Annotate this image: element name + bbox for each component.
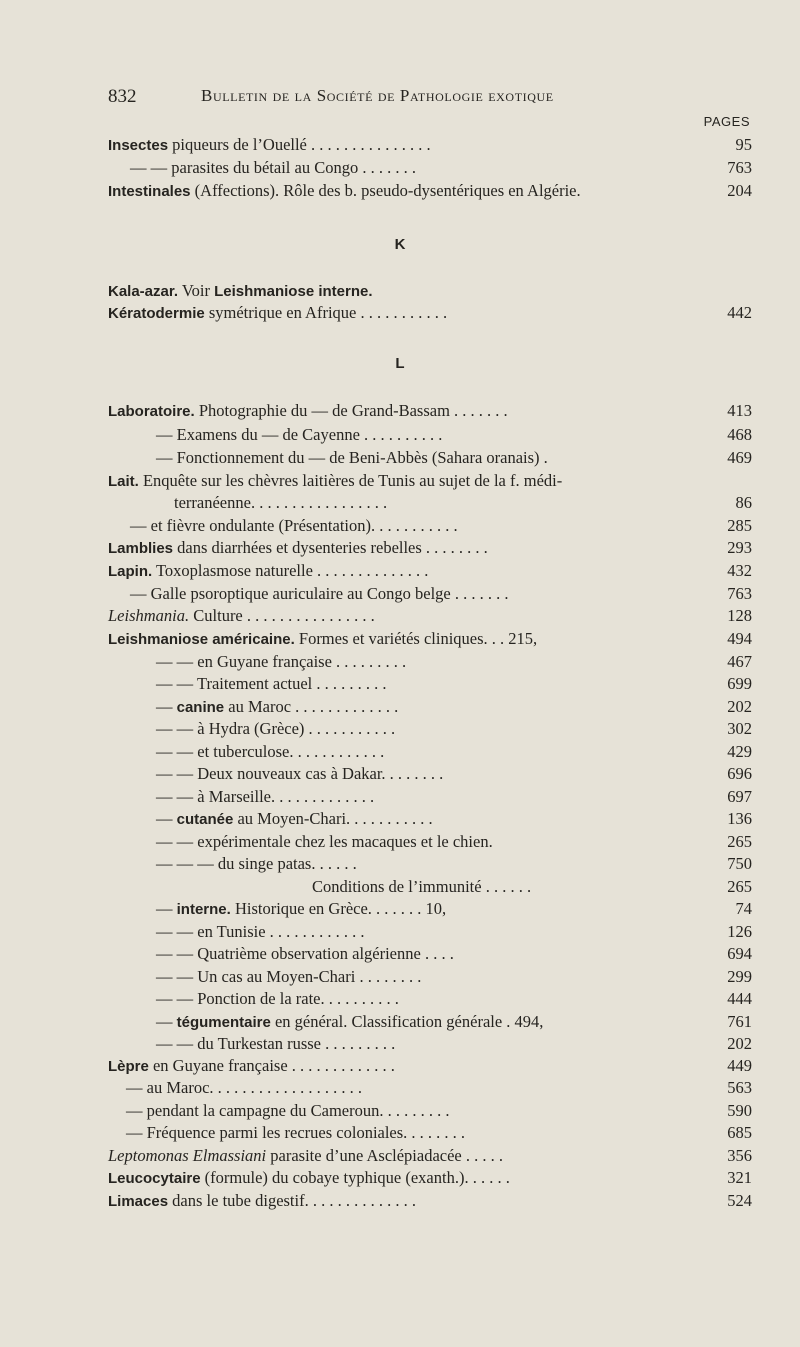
entry-page-number: 469	[727, 448, 752, 467]
entry-part: — Fonctionnement du — de Beni-Abbès (Sahara oranais) .	[156, 448, 548, 467]
entry-text	[108, 1145, 503, 1167]
entry-page-number: 356	[727, 1146, 752, 1165]
entry-text	[108, 1190, 416, 1213]
entry-text	[108, 470, 562, 493]
entry-page-number: 429	[727, 742, 752, 761]
index-entry	[108, 447, 752, 469]
entry-text	[108, 537, 488, 560]
entry-page-number: 468	[727, 425, 752, 444]
index-entry	[108, 741, 752, 763]
entry-keyword: Leucocytaire	[108, 1170, 201, 1187]
running-title: Bulletin de la Société de Pathologie exotique	[201, 86, 554, 105]
index-entry	[108, 651, 752, 673]
entry-part: — et fièvre ondulante (Présentation). . . . . . . . . . .	[130, 516, 458, 535]
entry-part: — — Quatrième observation algérienne . . . .	[156, 944, 454, 963]
index-entry	[108, 1122, 752, 1144]
index-entry	[108, 1055, 752, 1077]
index-entry	[108, 988, 752, 1010]
index-entry	[108, 180, 752, 202]
entry-part: — pendant la campagne du Cameroun. . . . . . . . .	[126, 1101, 450, 1120]
entry-text	[108, 966, 421, 988]
entry-text	[108, 447, 548, 469]
entry-part: —	[156, 809, 177, 828]
index-entry	[108, 157, 752, 179]
entry-page-number: 494	[727, 629, 752, 648]
entry-page-number: 293	[727, 538, 752, 557]
entry-page-number: 449	[727, 1056, 752, 1075]
entry-keyword: Lait.	[108, 473, 139, 490]
entry-text	[108, 808, 433, 831]
entry-keyword: cutanée	[176, 811, 234, 828]
entry-part: en général. Classification générale . 494,	[270, 1012, 544, 1031]
entry-keyword: canine	[176, 699, 225, 716]
entry-italic: Leishmania.	[108, 606, 190, 625]
entry-text	[108, 898, 446, 921]
entry-page-number: 265	[727, 877, 752, 896]
entry-keyword: Limaces	[108, 1193, 169, 1210]
entry-text	[108, 492, 387, 514]
entry-text	[108, 628, 537, 651]
entry-text	[108, 831, 493, 853]
entry-part: parasite d’une Asclépiadacée . . . . .	[266, 1146, 503, 1165]
entry-page-number: 442	[727, 303, 752, 322]
index-entry	[108, 560, 752, 582]
entry-part: Conditions de l’immunité . . . . . .	[312, 877, 532, 896]
entry-part: — Fréquence parmi les recrues coloniales. . . . . . . .	[126, 1123, 466, 1142]
section-letter-k: K	[394, 236, 406, 253]
index-entry	[108, 400, 752, 422]
index-entry	[108, 1011, 752, 1033]
index-entry	[108, 763, 752, 785]
entry-part: —	[156, 899, 177, 918]
entry-part: terranéenne. . . . . . . . . . . . . . . . .	[174, 493, 388, 512]
entry-page-number: 761	[727, 1012, 752, 1031]
entry-part: en Guyane française . . . . . . . . . . . . .	[148, 1056, 395, 1075]
entry-text	[108, 673, 387, 695]
entry-text	[108, 988, 399, 1010]
entry-text	[108, 583, 509, 605]
index-entry	[108, 786, 752, 808]
entry-page-number: 694	[727, 944, 752, 963]
entry-page-number: 467	[727, 652, 752, 671]
entry-page-number: 299	[727, 967, 752, 986]
entry-page-number: 750	[727, 854, 752, 873]
entry-text	[108, 134, 431, 157]
entry-page-number: 699	[727, 674, 752, 693]
entry-text	[108, 1122, 465, 1144]
entry-part: (Affections). Rôle des b. pseudo-dysentériques en Algérie.	[190, 181, 581, 200]
entry-page-number: 413	[727, 401, 752, 420]
index-entry	[108, 605, 752, 627]
entry-part: — — du Turkestan russe . . . . . . . . .	[156, 1034, 396, 1053]
entry-part: — — Traitement actuel . . . . . . . . .	[156, 674, 387, 693]
index-entry	[108, 470, 752, 492]
entry-text	[108, 424, 442, 446]
index-entry	[108, 876, 752, 898]
index-entry	[108, 515, 752, 537]
entry-page-number: 590	[727, 1101, 752, 1120]
entry-page-number: 302	[727, 719, 752, 738]
index-entry	[108, 1145, 752, 1167]
index-entry	[108, 831, 752, 853]
index-entry	[108, 302, 752, 324]
entry-keyword: Kératodermie	[108, 305, 205, 322]
entry-page-number: 285	[727, 516, 752, 535]
entry-keyword: Insectes	[108, 137, 169, 154]
entry-part: — au Maroc. . . . . . . . . . . . . . . . . . .	[126, 1078, 363, 1097]
entry-part: — Examens du — de Cayenne . . . . . . . . . .	[156, 425, 443, 444]
index-entry	[108, 943, 752, 965]
entry-part: — — en Guyane française . . . . . . . . .	[156, 652, 407, 671]
pages-column-label: PAGES	[703, 114, 750, 129]
entry-page-number: 136	[727, 809, 752, 828]
entry-part: au Maroc . . . . . . . . . . . . .	[224, 697, 399, 716]
entry-part: piqueurs de l’Ouellé . . . . . . . . . . . . . . .	[168, 135, 431, 154]
entry-text	[108, 400, 508, 423]
entry-part: — — à Hydra (Grèce) . . . . . . . . . . .	[156, 719, 396, 738]
entry-page-number: 763	[727, 158, 752, 177]
entry-text	[108, 1011, 543, 1034]
entry-part: Toxoplasmose naturelle . . . . . . . . . . . . . .	[152, 561, 429, 580]
entry-page-number: 128	[727, 606, 752, 625]
entry-part: — — parasites du bétail au Congo . . . . . . .	[130, 158, 416, 177]
index-entry	[108, 1100, 752, 1122]
entry-part: —	[156, 1012, 177, 1031]
entry-part: — Galle psoroptique auriculaire au Congo belge . . . . . . .	[130, 584, 509, 603]
entry-part: Historique en Grèce. . . . . . . 10,	[230, 899, 447, 918]
entry-keyword: Leishmaniose américaine.	[108, 631, 295, 648]
index-entry	[108, 1190, 752, 1212]
index-entry	[108, 537, 752, 559]
index-entry	[108, 966, 752, 988]
entry-part: — — Ponction de la rate. . . . . . . . . .	[156, 989, 399, 1008]
entry-text	[108, 853, 357, 875]
entry-text	[108, 1100, 450, 1122]
entry-page-number: 74	[735, 899, 752, 918]
entry-keyword: tégumentaire	[176, 1014, 271, 1031]
entry-text	[108, 1077, 362, 1099]
entry-text	[108, 180, 581, 203]
entry-page-number: 265	[727, 832, 752, 851]
entry-text	[108, 560, 428, 583]
entry-text	[108, 651, 406, 673]
entry-page-number: 86	[735, 493, 752, 512]
entry-page-number: 126	[727, 922, 752, 941]
entry-part: symétrique en Afrique . . . . . . . . . . .	[204, 303, 448, 322]
entry-keyword: Lamblies	[108, 540, 174, 557]
index-entry	[108, 280, 752, 302]
index-entry	[108, 1167, 752, 1189]
entry-text	[108, 696, 398, 719]
index-entry	[108, 1033, 752, 1055]
entry-text	[108, 605, 375, 627]
entry-part: — — en Tunisie . . . . . . . . . . . .	[156, 922, 365, 941]
entry-page-number: 685	[727, 1123, 752, 1142]
entry-text	[108, 302, 447, 325]
index-entry	[108, 898, 752, 920]
entry-text	[108, 763, 443, 785]
entry-page-number: 524	[727, 1191, 752, 1210]
entry-page-number: 697	[727, 787, 752, 806]
entry-text	[108, 1033, 395, 1055]
entry-page-number: 432	[727, 561, 752, 580]
entry-keyword: Laboratoire.	[108, 403, 195, 420]
index-entry	[108, 424, 752, 446]
entry-part: — — — du singe patas. . . . . .	[156, 854, 357, 873]
entry-text	[108, 921, 365, 943]
entry-part: — — et tuberculose. . . . . . . . . . . .	[156, 742, 385, 761]
index-entry	[108, 921, 752, 943]
entry-part: Enquête sur les chèvres laitières de Tunis au sujet de la f. médi-	[138, 471, 563, 490]
index-entry	[108, 1077, 752, 1099]
section-letter-l: L	[395, 355, 405, 372]
index-entry	[108, 583, 752, 605]
entry-text	[108, 515, 458, 537]
page-number: 832	[108, 86, 137, 107]
entry-text	[108, 943, 454, 965]
entry-keyword: Lapin.	[108, 563, 153, 580]
entry-part: Voir	[178, 281, 215, 300]
entry-text	[108, 876, 531, 898]
entry-text	[108, 280, 373, 303]
entry-keyword: Kala-azar.	[108, 283, 179, 300]
entry-text	[108, 786, 374, 808]
entry-text	[108, 1055, 395, 1078]
entry-page-number: 204	[727, 181, 752, 200]
entry-page-number: 563	[727, 1078, 752, 1097]
entry-part: dans diarrhées et dysenteries rebelles . . . . . . . .	[173, 538, 488, 557]
index-entry	[108, 718, 752, 740]
entry-text	[108, 1167, 510, 1190]
entry-part: — — expérimentale chez les macaques et le chien.	[156, 832, 493, 851]
entry-part: — — Deux nouveaux cas à Dakar. . . . . . . .	[156, 764, 444, 783]
entry-keyword: Intestinales	[108, 183, 191, 200]
entry-keyword: interne.	[176, 901, 231, 918]
entry-text	[108, 741, 384, 763]
index-entry	[108, 673, 752, 695]
index-entry	[108, 696, 752, 718]
entry-part: —	[156, 697, 177, 716]
entry-keyword: Lèpre	[108, 1058, 149, 1075]
entry-page-number: 321	[727, 1168, 752, 1187]
entry-part: au Moyen-Chari. . . . . . . . . . .	[233, 809, 433, 828]
page-header	[108, 86, 758, 114]
entry-text	[108, 157, 416, 179]
index-entry	[108, 492, 752, 514]
entry-text	[108, 718, 395, 740]
entry-part: — — Un cas au Moyen-Chari . . . . . . . .	[156, 967, 422, 986]
entry-page-number: 95	[735, 135, 752, 154]
entry-page-number: 696	[727, 764, 752, 783]
entry-italic: Leptomonas Elmassiani	[108, 1146, 267, 1165]
entry-part: dans le tube digestif. . . . . . . . . . . . . .	[168, 1191, 416, 1210]
entry-part: Formes et variétés cliniques. . . 215,	[294, 629, 538, 648]
entry-page-number: 763	[727, 584, 752, 603]
entry-keyword: Leishmaniose interne.	[214, 283, 373, 300]
entry-part: — — à Marseille. . . . . . . . . . . . .	[156, 787, 375, 806]
entry-part: (formule) du cobaye typhique (exanth.). . . . . .	[200, 1168, 510, 1187]
index-entry	[108, 134, 752, 156]
entry-page-number: 202	[727, 1034, 752, 1053]
index-entry	[108, 808, 752, 830]
entry-page-number: 444	[727, 989, 752, 1008]
entry-page-number: 202	[727, 697, 752, 716]
entry-part: Culture . . . . . . . . . . . . . . . .	[189, 606, 375, 625]
index-entry	[108, 628, 752, 650]
entry-part: Photographie du — de Grand-Bassam . . . . . . .	[194, 401, 508, 420]
index-entry	[108, 853, 752, 875]
